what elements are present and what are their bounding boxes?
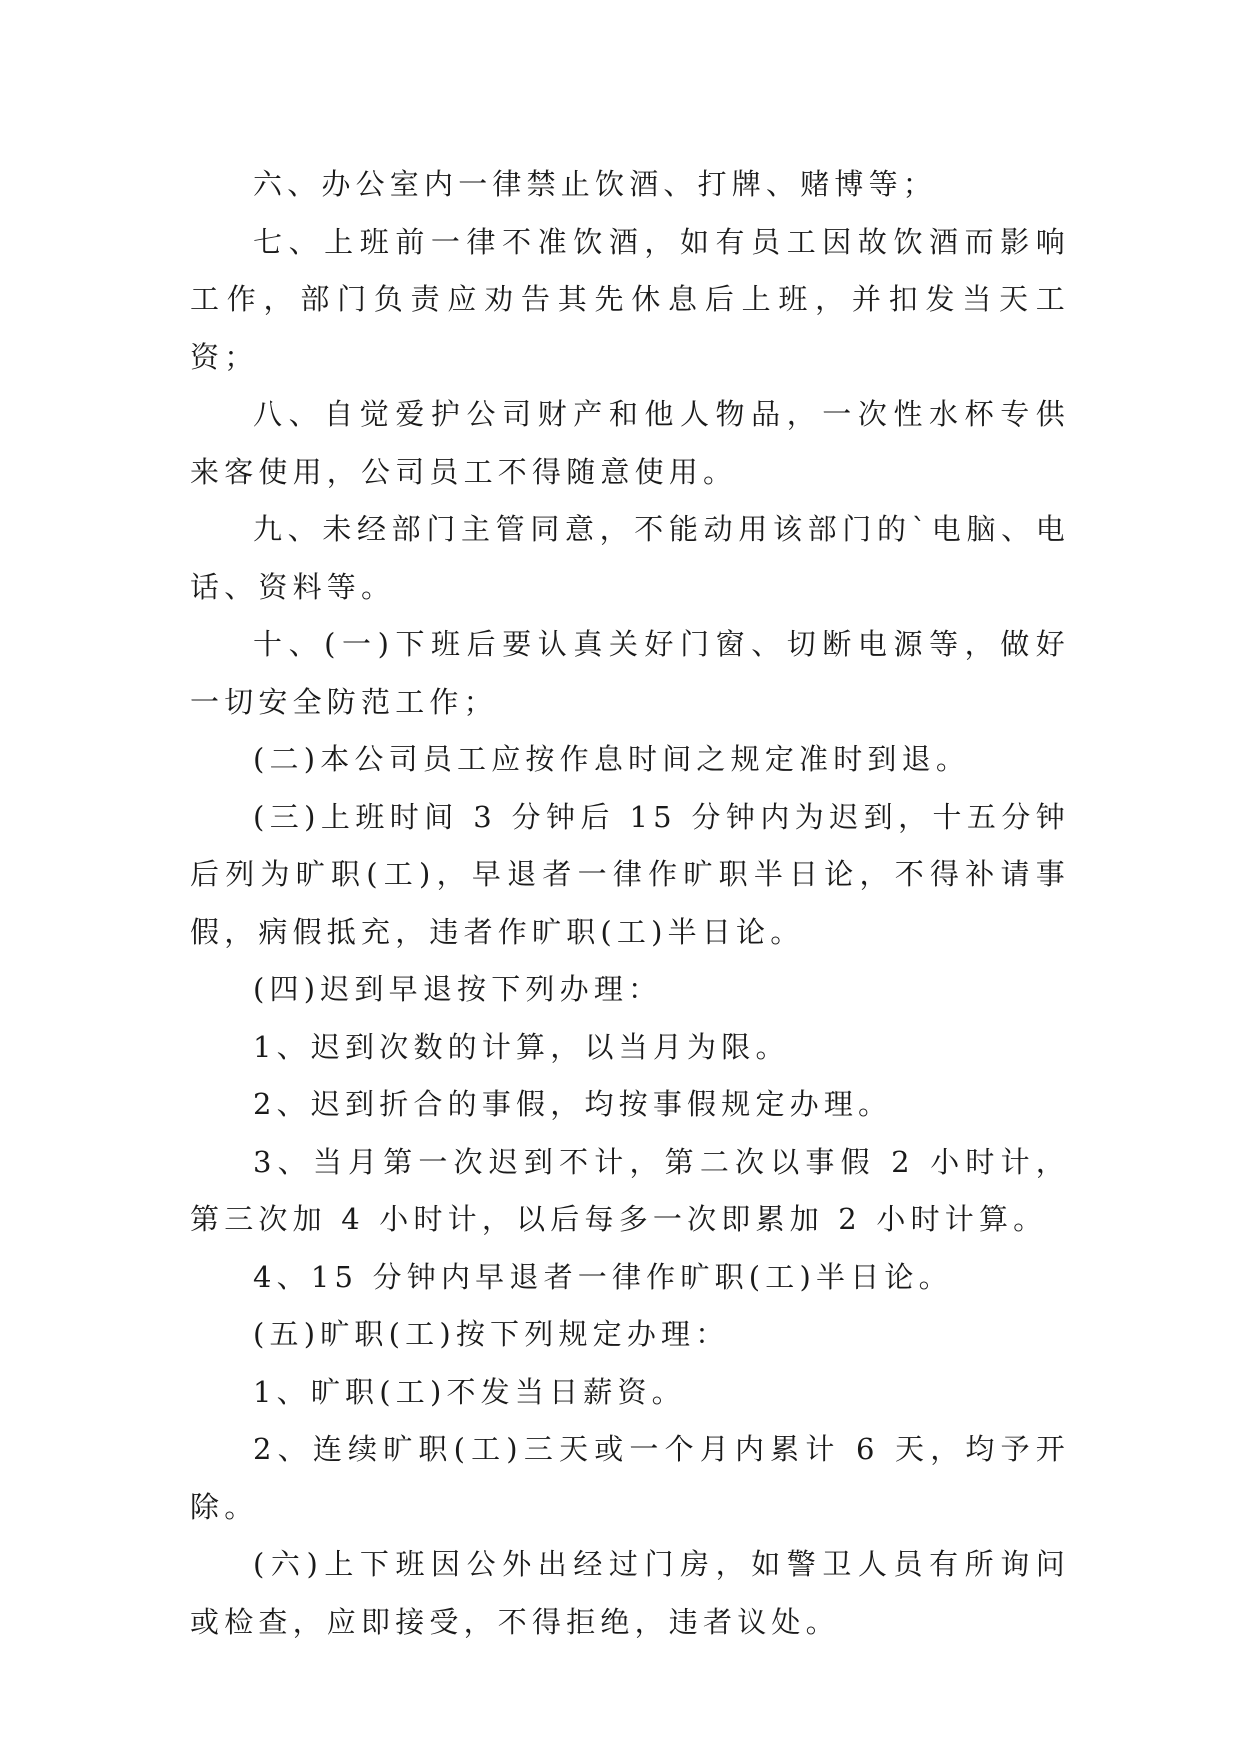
paragraph-rule-10-5: (五)旷职(工)按下列规定办理：	[253, 1317, 730, 1351]
paragraph-rule-10-4-item-2: 2、迟到折合的事假，均按事假规定办理。	[253, 1087, 893, 1121]
document-body	[190, 156, 1070, 1651]
paragraph-rule-6: 六、办公室内一律禁止饮酒、打牌、赌博等；	[253, 167, 938, 201]
paragraph-rule-10-4-item-4: 4、15 分钟内早退者一律作旷职(工)半日论。	[253, 1259, 953, 1294]
paragraph-rule-10-4-item-3: 3、当月第一次迟到不计，第二次以事假 2 小时计，第三次加 4 小时计，以后每多一次即累加 2 小时计算。	[190, 1144, 1070, 1236]
paragraph-rule-8: 八、自觉爱护公司财产和他人物品，一次性水杯专供来客使用，公司员工不得随意使用。	[190, 397, 1070, 489]
paragraph-rule-9: 九、未经部门主管同意，不能动用该部门的`电脑、电话、资料等。	[190, 512, 1070, 604]
paragraph-rule-7: 七、上班前一律不准饮酒，如有员工因故饮酒而影响工作，部门负责应劝告其先休息后上班，并扣发当天工资；	[190, 224, 1070, 374]
paragraph-rule-10-1: 十、(一)下班后要认真关好门窗、切断电源等，做好一切安全防范工作；	[190, 627, 1070, 719]
paragraph-rule-10-5-item-1: 1、旷职(工)不发当日薪资。	[253, 1374, 686, 1409]
paragraph-rule-10-4: (四)迟到早退按下列办理：	[253, 972, 663, 1006]
paragraph-rule-10-4-item-1: 1、迟到次数的计算，以当月为限。	[253, 1029, 790, 1064]
paragraph-rule-10-2: (二)本公司员工应按作息时间之规定准时到退。	[253, 742, 971, 776]
paragraph-rule-10-5-item-2: 2、连续旷职(工)三天或一个月内累计 6 天，均予开除。	[190, 1432, 1070, 1524]
paragraph-rule-10-3: (三)上班时间 3 分钟后 15 分钟内为迟到，十五分钟后列为旷职(工)，早退者一律作旷职半日论，不得补请事假，病假抵充，违者作旷职(工)半日论。	[190, 799, 1070, 949]
paragraph-rule-10-6: (六)上下班因公外出经过门房，如警卫人员有所询问或检查，应即接受，不得拒绝，违者议处。	[190, 1547, 1070, 1639]
